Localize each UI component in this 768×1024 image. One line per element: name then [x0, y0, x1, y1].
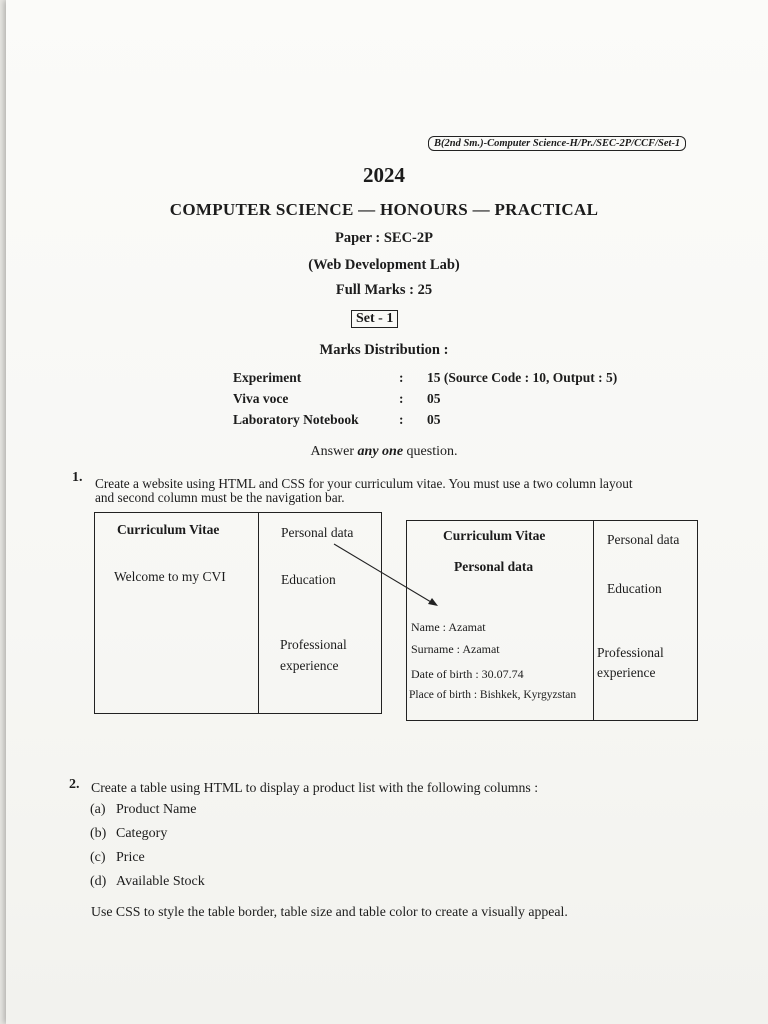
cv-welcome-text: Welcome to my CVI: [114, 569, 226, 584]
nav-experience: experience: [597, 665, 656, 680]
exam-year: 2024: [363, 163, 405, 187]
cv-surname: Surname : Azamat: [411, 642, 500, 656]
nav-personal-data: Personal data: [281, 525, 354, 540]
marks-value: 15 (Source Code : 10, Output : 5): [427, 370, 618, 385]
paper-code-label: B(2nd Sm.)-Computer Science-H/Pr./SEC-2P/CCF/Set-1: [428, 136, 686, 151]
marks-heading: Marks Distribution :: [319, 342, 449, 358]
option-text: Product Name: [116, 802, 197, 817]
answer-instruction: [0, 444, 768, 460]
option-letter: (a): [90, 802, 106, 817]
option-item: [90, 802, 196, 818]
nav-professional: Professional: [280, 637, 347, 652]
marks-label: Experiment: [233, 370, 302, 385]
option-item: [90, 826, 167, 842]
question-1-number: 1.: [72, 470, 83, 485]
instruction-suffix: question.: [403, 444, 458, 459]
marks-colon: :: [399, 412, 404, 427]
marks-label: Viva voce: [233, 391, 289, 406]
column-divider: [593, 521, 594, 720]
lab-name: (Web Development Lab): [308, 257, 460, 273]
nav-education: Education: [281, 572, 336, 587]
column-divider: [258, 513, 259, 713]
option-letter: (b): [90, 826, 107, 841]
cv-section-heading: Personal data: [454, 559, 534, 574]
marks-row: [233, 370, 673, 391]
option-text: Price: [116, 850, 145, 865]
option-text: Category: [116, 826, 168, 841]
instruction-emphasis: any one: [357, 444, 404, 459]
instruction-prefix: Answer: [310, 444, 358, 459]
option-text: Available Stock: [116, 874, 205, 889]
marks-value: 05: [427, 391, 441, 406]
nav-experience: experience: [280, 658, 339, 673]
question-2-number: 2.: [69, 777, 80, 792]
marks-label: Laboratory Notebook: [233, 412, 359, 427]
set-badge: Set - 1: [351, 310, 398, 328]
cv-place-of-birth: Place of birth : Bishkek, Kyrgyzstan: [409, 689, 577, 701]
exam-title: COMPUTER SCIENCE — HONOURS — PRACTICAL: [169, 200, 599, 219]
full-marks: Full Marks : 25: [335, 282, 433, 298]
cv-name: Name : Azamat: [411, 620, 486, 634]
marks-value: 05: [427, 412, 441, 427]
marks-colon: :: [399, 370, 404, 385]
option-letter: (d): [90, 874, 107, 889]
marks-distribution-table: [233, 370, 673, 433]
cv-layout-figure-b: [406, 520, 698, 721]
option-item: [90, 850, 145, 866]
marks-row: [233, 412, 673, 433]
question-1-line-2: and second column must be the navigation bar.: [95, 490, 345, 505]
cv-title: Curriculum Vitae: [443, 528, 546, 543]
marks-colon: :: [399, 391, 404, 406]
question-2-footer: Use CSS to style the table border, table size and table color to create a visually appeal.: [91, 904, 568, 919]
option-item: [90, 874, 205, 890]
question-1-line-1: Create a website using HTML and CSS for your curriculum vitae. You must use a two column layout: [95, 476, 633, 491]
cv-title: Curriculum Vitae: [117, 522, 220, 537]
nav-professional: Professional: [597, 645, 664, 660]
nav-personal-data: Personal data: [607, 532, 680, 547]
marks-row: [233, 391, 673, 412]
nav-education: Education: [607, 581, 662, 596]
option-letter: (c): [90, 850, 106, 865]
paper-code: Paper : SEC-2P: [334, 230, 433, 246]
cv-date-of-birth: Date of birth : 30.07.74: [411, 667, 524, 681]
question-2-line-1: Create a table using HTML to display a product list with the following columns :: [91, 780, 539, 795]
